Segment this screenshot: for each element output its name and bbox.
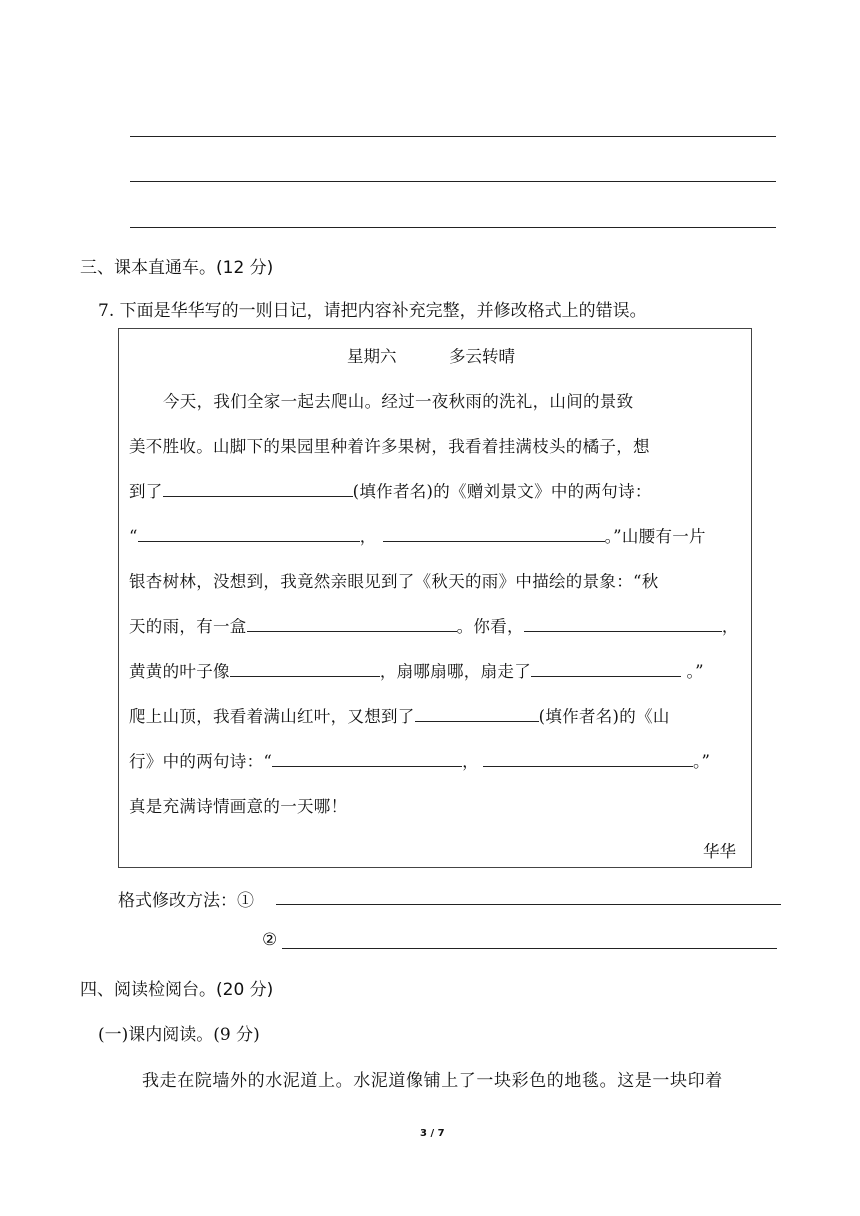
diary-signature: 华华 — [703, 842, 736, 861]
section-four-sub1: (一)课内阅读。(9 分) — [98, 1025, 260, 1045]
page-number: 3 / 7 — [420, 1128, 445, 1139]
diary-text: (填作者名)的《赠刘景文》中的两句诗： — [352, 482, 652, 501]
diary-line-8 — [129, 703, 670, 727]
answer-line-2 — [130, 181, 776, 182]
author-blank-2[interactable] — [415, 705, 539, 722]
diary-header-weather: 多云转晴 — [449, 347, 515, 366]
answer-line-3 — [130, 227, 776, 228]
diary-line-4 — [129, 523, 706, 547]
leaf-blank-1[interactable] — [230, 660, 380, 677]
diary-line-6 — [129, 613, 739, 637]
diary-header-day: 星期六 — [347, 347, 397, 366]
question-7: 7. 下面是华华写的一则日记，请把内容补充完整，并修改格式上的错误。 — [98, 301, 647, 321]
diary-text: 。” — [681, 662, 704, 681]
diary-text: ， — [462, 752, 479, 771]
format-fix-label: 格式修改方法：① — [118, 891, 254, 911]
diary-text: ， — [359, 527, 377, 546]
reading-passage: 我走在院墙外的水泥道上。水泥道像铺上了一块彩色的地毯。这是一块印着 — [142, 1071, 723, 1091]
poem-blank-1[interactable] — [138, 525, 360, 542]
diary-text: 爬上山顶，我看着满山红叶，又想到了 — [129, 707, 415, 726]
diary-line-9 — [129, 748, 710, 772]
diary-line-3 — [129, 478, 652, 502]
diary-line-1: 今天，我们全家一起去爬山。经过一夜秋雨的洗礼，山间的景致 — [163, 392, 634, 411]
answer-line-1 — [130, 136, 776, 137]
diary-line-2: 美不胜收。山脚下的果园里种着许多果树，我看着挂满枝头的橘子，想 — [129, 437, 650, 456]
diary-text: 天的雨，有一盒 — [129, 617, 247, 636]
diary-text: 。你看， — [456, 617, 524, 636]
diary-text: 行》中的两句诗：“ — [129, 752, 273, 771]
author-blank-1[interactable] — [163, 480, 353, 497]
diary-text: 黄黄的叶子像 — [129, 662, 230, 681]
diary-line-5: 银杏树林，没想到，我竟然亲眼见到了《秋天的雨》中描绘的景象：“秋 — [129, 572, 659, 591]
section-three-heading: 三、课本直通车。(12 分) — [80, 258, 274, 278]
diary-text: 。” — [692, 752, 711, 771]
rain-blank-1[interactable] — [247, 615, 457, 632]
format-fix-second: ② — [262, 930, 278, 950]
poem-blank-4[interactable] — [483, 750, 693, 767]
section-four-heading: 四、阅读检阅台。(20 分) — [80, 980, 274, 1000]
diary-box — [118, 328, 752, 868]
diary-text: 到了 — [129, 482, 163, 501]
diary-text: ， — [721, 617, 739, 636]
diary-line-7 — [129, 658, 704, 682]
diary-line-10: 真是充满诗情画意的一天哪！ — [129, 797, 348, 816]
diary-text: (填作者名)的《山 — [538, 707, 670, 726]
poem-blank-3[interactable] — [272, 750, 462, 767]
diary-text: 。”山腰有一片 — [604, 527, 706, 546]
format-fix-line-2[interactable] — [282, 948, 777, 949]
format-fix-line-1[interactable] — [276, 904, 781, 905]
leaf-blank-2[interactable] — [531, 660, 681, 677]
poem-blank-2[interactable] — [383, 525, 605, 542]
rain-blank-2[interactable] — [524, 615, 722, 632]
diary-text: ，扇哪扇哪，扇走了 — [379, 662, 532, 681]
diary-text: “ — [129, 527, 138, 546]
